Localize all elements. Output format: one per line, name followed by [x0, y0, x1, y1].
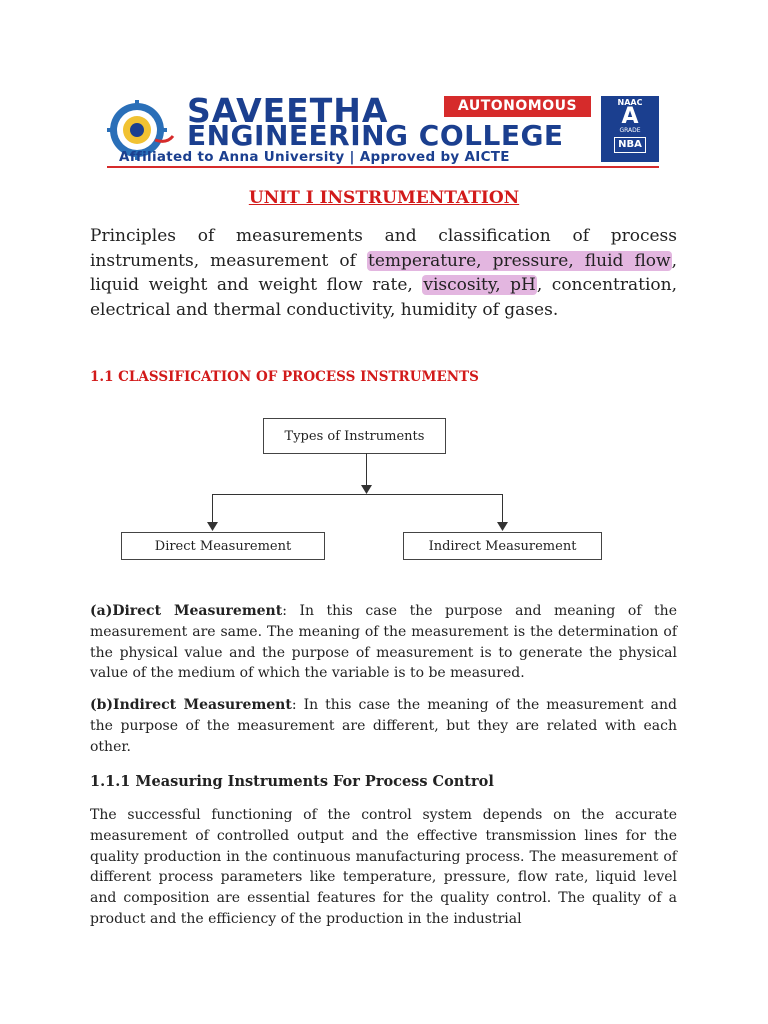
direct-measurement-paragraph [90, 601, 677, 684]
affiliation-text: Affiliated to Anna University | Approved by AICTE [119, 149, 510, 165]
college-name-line1: SAVEETHA [187, 91, 389, 130]
direct-text: : In this case the purpose and meaning of the measurement are same. The meaning of the measurement is the determination of the physical value and the purpose of measurement is to generate the physical value of the medium of which the variable is to be measured. [90, 603, 677, 682]
arrowhead-root [361, 485, 372, 494]
connector-left [212, 494, 213, 524]
autonomous-badge: AUTONOMOUS [444, 96, 591, 117]
unit-title: UNIT I INSTRUMENTATION [248, 188, 520, 208]
diagram-direct-box: Direct Measurement [121, 532, 325, 560]
direct-label: (a)Direct Measurement [90, 603, 283, 619]
naac-label: NAAC [617, 98, 643, 107]
indirect-label: (b)Indirect Measurement [90, 697, 292, 713]
indirect-measurement-paragraph [90, 695, 677, 757]
intro-paragraph [90, 224, 677, 322]
naac-grade-badge [601, 96, 659, 162]
arrowhead-left [207, 522, 218, 531]
section-title: 1.1 CLASSIFICATION OF PROCESS INSTRUMENTS [90, 369, 479, 385]
intro-text-3: , concentration, electrical and thermal conductivity, humidity of gases. [90, 275, 677, 320]
letterhead [107, 91, 659, 166]
intro-text-2: , liquid weight and weight flow rate, [90, 250, 678, 295]
connector-horizontal [212, 494, 503, 495]
body-paragraph: The successful functioning of the control system depends on the accurate measurement of controlled output and the effective transmission lines for the quality production in the continuous manufacturing process. The measurement of different process parameters like temperature, pressure, flow rate, liquid level and composition are essential features for the quality control. The quality of a product and the efficiency of the production in the industrial [90, 807, 677, 927]
naac-grade-letter: A [621, 104, 639, 129]
naac-grade-word: GRADE [619, 127, 641, 134]
intro-highlight-1: temperature, pressure, fluid flow [368, 250, 671, 271]
indirect-text: : In this case the meaning of the measurement and the purpose of the measurement are different, but they are related with each other. [90, 697, 677, 755]
diagram-indirect-box: Indirect Measurement [403, 532, 602, 560]
diagram-root-box: Types of Instruments [263, 418, 446, 454]
nba-logo: NBA [614, 137, 646, 153]
header-divider [107, 166, 659, 168]
college-name-line2: ENGINEERING COLLEGE [187, 119, 564, 152]
intro-text-1: Principles of measurements and classification of process instruments, measurement of [90, 226, 677, 271]
arrowhead-right [497, 522, 508, 531]
intro-highlight-2: viscosity, pH [423, 275, 536, 295]
subsection-title: 1.1.1 Measuring Instruments For Process Control [90, 773, 494, 790]
connector-right [502, 494, 503, 524]
